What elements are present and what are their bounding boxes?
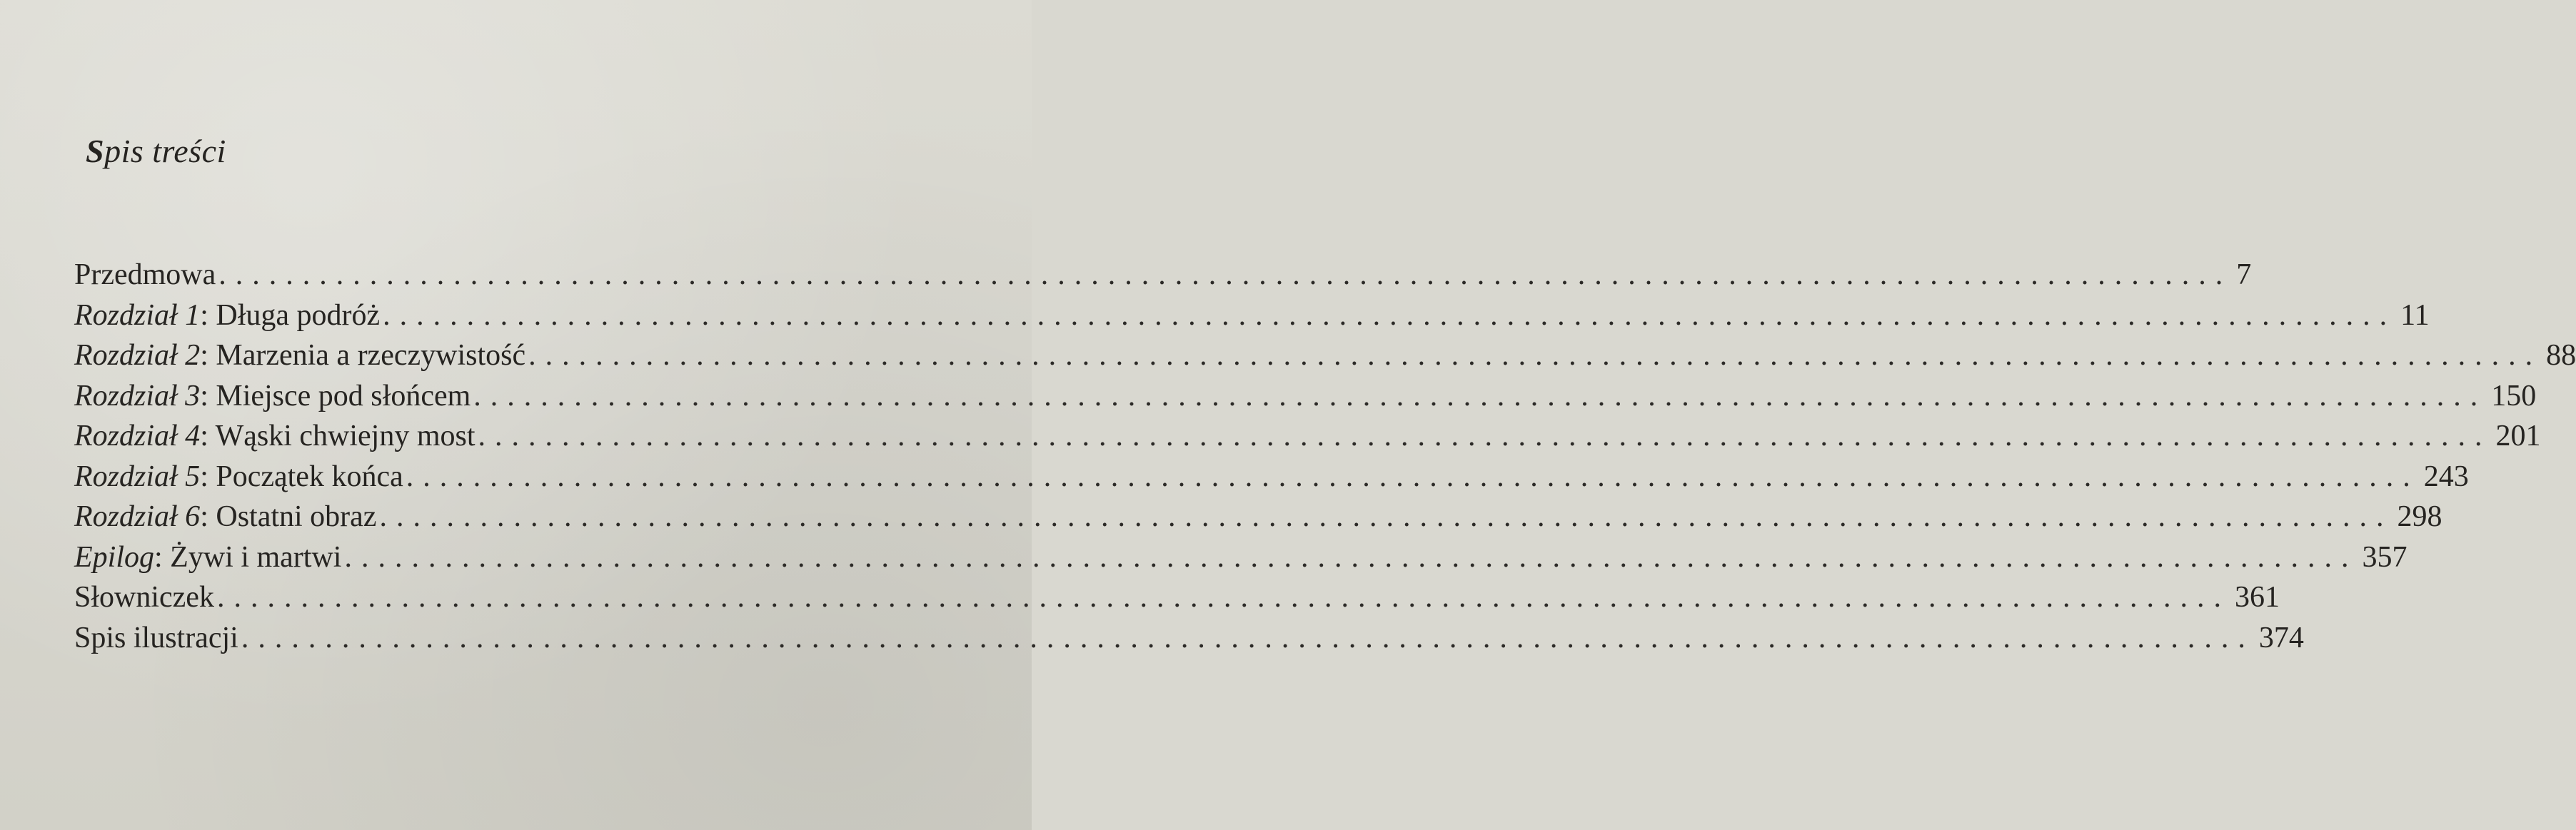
toc-entry-title — [74, 416, 476, 456]
toc-entry-label: : Ostatni obraz — [200, 500, 377, 533]
toc-page-number: 88 — [2546, 339, 2576, 372]
toc-entry-title — [74, 295, 380, 335]
toc-entry-prefix: Epilog — [74, 540, 154, 574]
toc-entry-chapter-2 — [74, 335, 2576, 376]
toc-entry-label: : Początek końca — [200, 460, 403, 493]
toc-page-number: 357 — [2362, 540, 2408, 574]
toc-entry-prefix: Rozdział 5 — [74, 460, 201, 493]
toc-entry-label: Przedmowa — [74, 258, 216, 291]
dot-leader: ........................................................................................................................ — [218, 258, 2233, 291]
toc-page-number: 374 — [2258, 621, 2304, 654]
toc-entry-label: : Wąski chwiejny most — [200, 420, 476, 452]
toc-entry-label: Słowniczek — [74, 581, 214, 614]
toc-entry-prefix: Rozdział 3 — [74, 379, 201, 413]
page-title-rest: pis treści — [104, 133, 226, 169]
dot-leader: ........................................................................................................................ — [379, 500, 2393, 533]
toc-entry-title — [74, 376, 471, 416]
toc-page-number: 7 — [2236, 258, 2252, 291]
dot-leader: ........................................................................................................................ — [478, 420, 2492, 452]
dot-leader: ........................................................................................................................ — [528, 339, 2542, 372]
toc-entry-title — [74, 618, 238, 658]
toc-entry-label: Spis ilustracji — [74, 621, 238, 654]
dot-leader: ........................................................................................................................ — [406, 460, 2420, 493]
toc-entry-glossary — [74, 577, 2280, 618]
toc-page-number: 150 — [2491, 379, 2537, 413]
toc-entry-label: : Marzenia a rzeczywistość — [200, 339, 526, 372]
toc-entry-title — [74, 537, 341, 577]
toc-entry-chapter-3 — [74, 376, 2537, 417]
toc-entry-title — [74, 577, 214, 617]
toc-entry-label: : Żywi i martwi — [154, 540, 342, 574]
toc-entry-chapter-4 — [74, 416, 2541, 457]
toc-page-number: 201 — [2495, 420, 2541, 452]
toc-entry-chapter-6 — [74, 497, 2442, 537]
toc-entry-prefix: Rozdział 4 — [74, 420, 201, 452]
toc-entry-title — [74, 497, 376, 537]
page-title — [86, 132, 226, 170]
page-title-initial: S — [86, 133, 105, 169]
dot-leader: ........................................................................................................................ — [344, 540, 2358, 574]
toc-entry-label: : Długa podróż — [200, 298, 381, 332]
toc-page-number: 361 — [2234, 581, 2280, 614]
dot-leader: ........................................................................................................................ — [383, 298, 2397, 332]
toc-entry-prefix: Rozdział 1 — [74, 298, 201, 332]
toc-page-number: 298 — [2397, 500, 2442, 533]
toc-entry-prefix: Rozdział 2 — [74, 339, 201, 372]
toc-page-number: 11 — [2400, 298, 2430, 332]
toc-entry-illustrations — [74, 618, 2304, 659]
toc-entry-prefix: Rozdział 6 — [74, 500, 201, 533]
toc-entry-label: : Miejsce pod słońcem — [200, 379, 471, 413]
toc-entry-epilogue — [74, 537, 2408, 578]
toc-page-number: 243 — [2423, 460, 2469, 493]
dot-leader: ........................................................................................................................ — [216, 581, 2230, 614]
dot-leader: ........................................................................................................................ — [241, 621, 2255, 654]
toc-entry-title — [74, 255, 216, 295]
toc-entry-preface — [74, 255, 2252, 295]
toc-entry-title — [74, 457, 403, 497]
toc-entry-title — [74, 335, 525, 375]
toc-entry-chapter-5 — [74, 457, 2469, 497]
dot-leader: ........................................................................................................................ — [473, 379, 2487, 413]
toc-entry-chapter-1 — [74, 295, 2430, 336]
table-of-contents — [74, 255, 2576, 658]
